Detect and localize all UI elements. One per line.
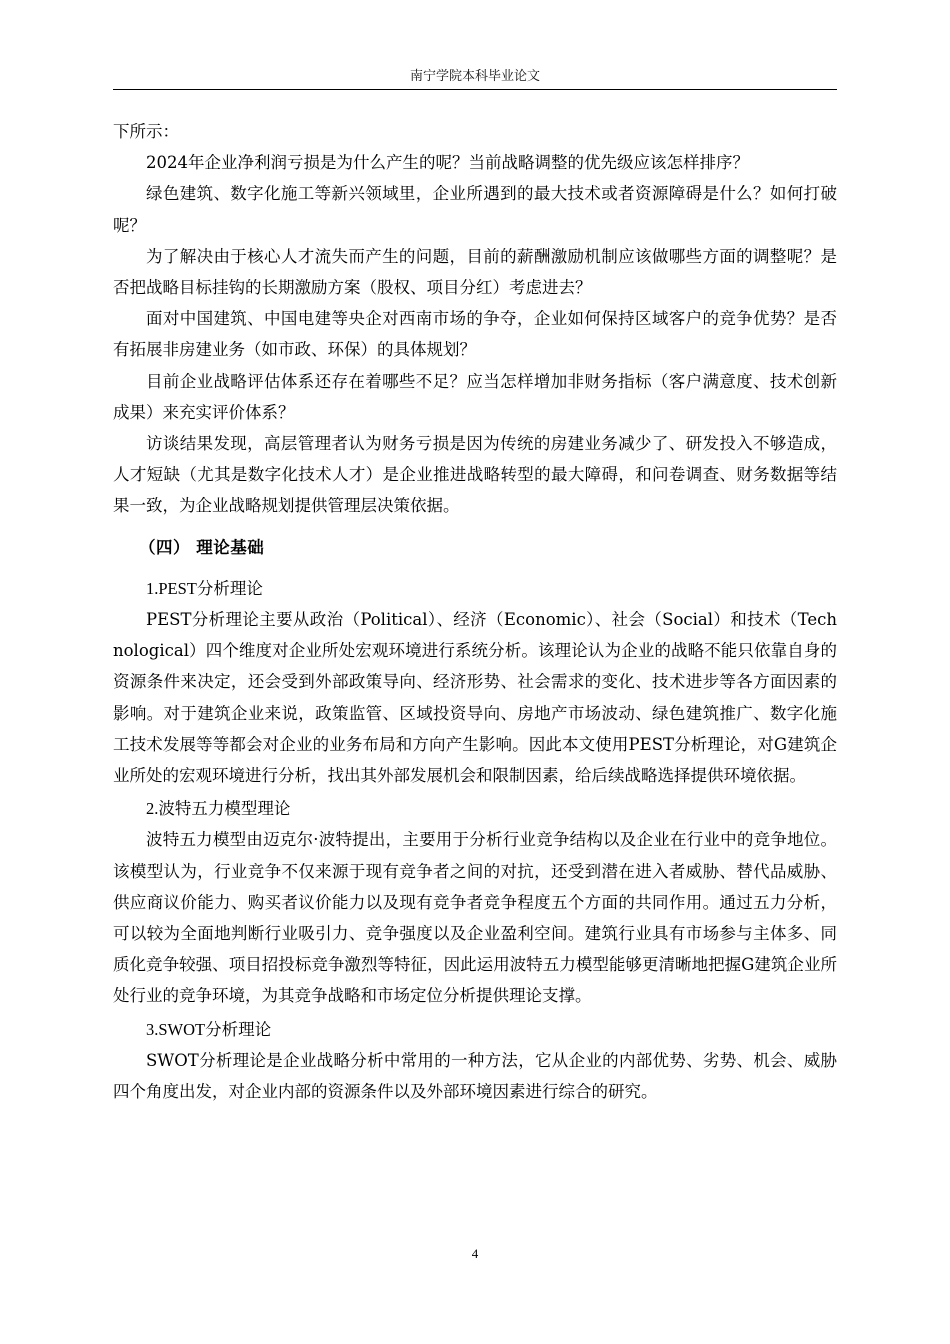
theory-name-suffix: 分析理论 <box>205 1019 272 1039</box>
theory-paragraph-pest: PEST分析理论主要从政治（Political）、经济（Economic）、社会（Social）和技术（Technological）四个维度对企业所处宏观环境进行系统分析。该理论认为企业的战略不能只依靠自身的资源条件来决定，还会受到外部政策导向、经济形势、社会需求的变化、技术进步等各方面因素的影响。对于建筑企业来说，政策监管、区域投资导向、房地产市场波动、绿色建筑推广、数字化施工技术发展等等都会对企业的业务布局和方向产生影响。因此本文使用PEST分析理论，对G建筑企业所处的宏观环境进行分析，找出其外部发展机会和限制因素，给后续战略选择提供环境依据。 <box>113 610 837 786</box>
theory-name: SWOT <box>158 1019 206 1039</box>
header-rule <box>113 89 837 90</box>
interview-question: 为了解决由于核心人才流失而产生的问题，目前的薪酬激励机制应该做哪些方面的调整呢？是否把战略目标挂钩的长期激励方案（股权、项目分红）考虑进去？ <box>113 246 837 298</box>
interview-findings: 访谈结果发现，高层管理者认为财务亏损是因为传统的房建业务减少了、研发投入不够造成，人才短缺（尤其是数字化技术人才）是企业推进战略转型的最大障碍，和问卷调查、财务数据等结果一致，为企业战略规划提供管理层决策依据。 <box>113 434 837 516</box>
theory-paragraph-porter: 波特五力模型由迈克尔·波特提出，主要用于分析行业竞争结构以及企业在行业中的竞争地位。该模型认为，行业竞争不仅来源于现有竞争者之间的对抗，还受到潜在进入者威胁、替代品威胁、供应商议价能力、购买者议价能力以及现有竞争者竞争程度五个方面的共同作用。通过五力分析，可以较为全面地判断行业吸引力、竞争强度以及企业盈利空间。建筑行业具有市场参与主体多、同质化竞争较强、项目招投标竞争激烈等特征，因此运用波特五力模型能够更清晰地把握G建筑企业所处行业的竞争环境，为其竞争战略和市场定位分析提供理论支撑。 <box>113 830 837 1006</box>
interview-question: 目前企业战略评估体系还存在着哪些不足？应当怎样增加非财务指标（客户满意度、技术创新成果）来充实评价体系？ <box>113 371 837 422</box>
body-text <box>113 116 837 1107</box>
page-number: 4 <box>471 1246 479 1261</box>
interview-question: 绿色建筑、数字化施工等新兴领域里，企业所遇到的最大技术或者资源障碍是什么？如何打破呢？ <box>113 184 837 235</box>
section-heading: （四） 理论基础 <box>139 537 265 557</box>
theory-heading-swot <box>113 1014 837 1045</box>
theory-heading-porter <box>113 793 837 824</box>
running-header: 南宁学院本科毕业论文 <box>409 69 540 84</box>
theory-heading-pest <box>113 573 837 604</box>
theory-number: 1. <box>146 578 159 598</box>
theory-name-suffix: 分析理论 <box>196 578 263 598</box>
theory-paragraph-swot: SWOT分析理论是企业战略分析中常用的一种方法，它从企业的内部优势、劣势、机会、威胁四个角度出发，对企业内部的资源条件以及外部环境因素进行综合的研究。 <box>113 1050 837 1102</box>
theory-name: PEST <box>158 578 197 598</box>
theory-name-suffix: 波特五力模型理论 <box>158 799 291 819</box>
theory-number: 2. <box>146 799 159 819</box>
interview-question: 面对中国建筑、中国电建等央企对西南市场的争夺，企业如何保持区域客户的竞争优势？是否有拓展非房建业务（如市政、环保）的具体规划？ <box>113 309 837 360</box>
theory-number: 3. <box>146 1019 159 1039</box>
intro-fragment: 下所示： <box>113 122 179 141</box>
interview-question: 2024年企业净利润亏损是为什么产生的呢？当前战略调整的优先级应该怎样排序？ <box>146 153 749 173</box>
